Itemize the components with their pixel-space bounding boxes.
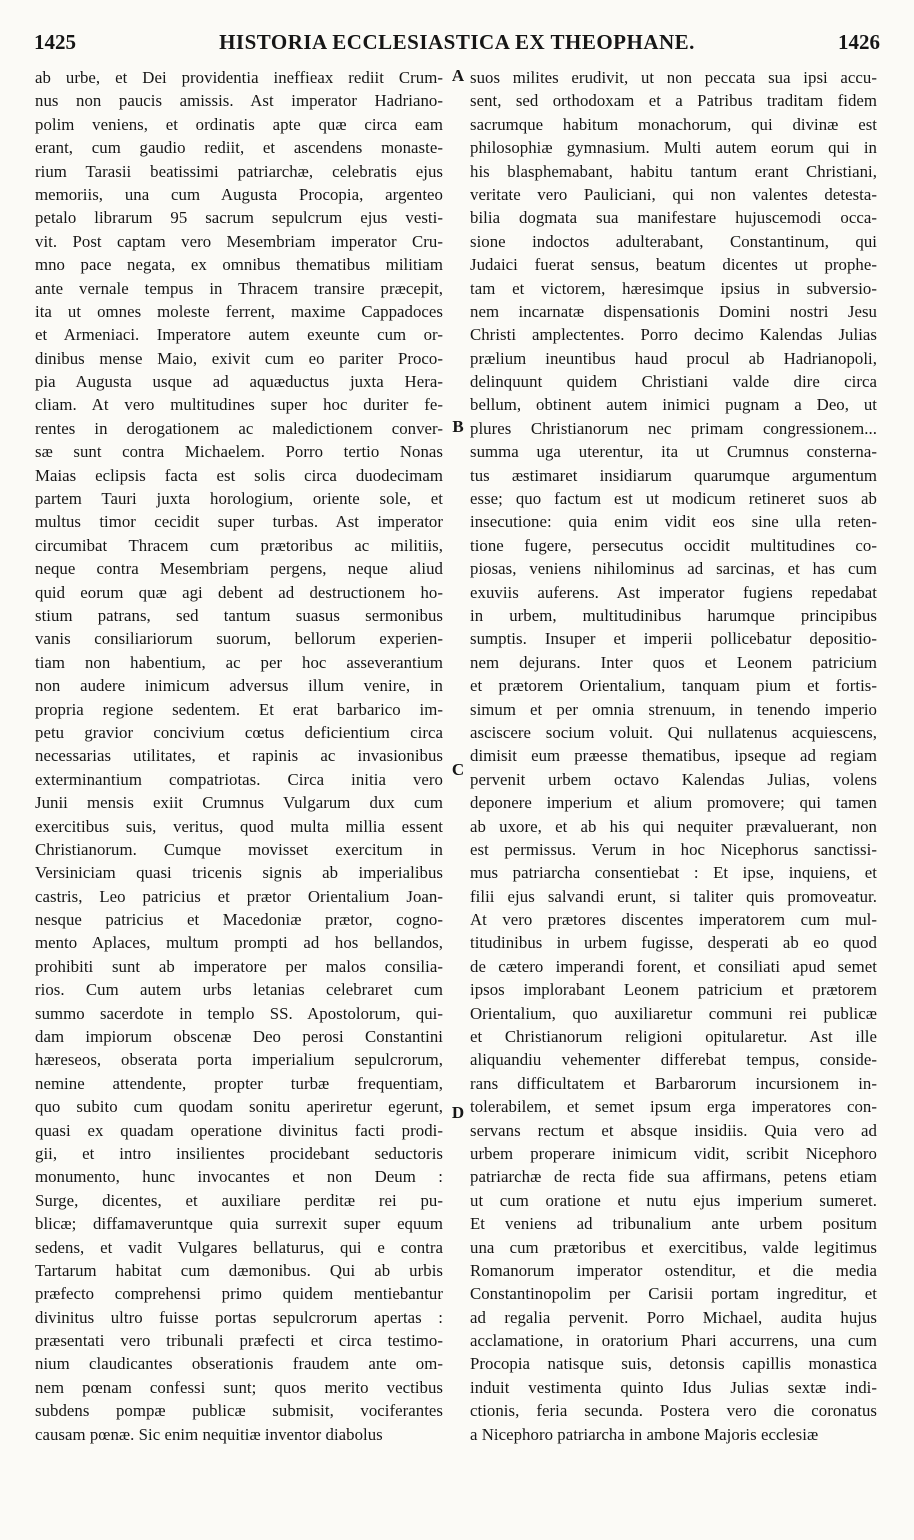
text-line: bellum, obtinent autem inimici pugnam a Deo, ut <box>470 395 877 415</box>
text-line: et Christianorum religioni opitularetur. Ast ille <box>470 1027 877 1047</box>
text-line: propria regione sedentem. Et erat barbarico im- <box>35 699 443 719</box>
text-line: his blasphemabant, habitu tantum erant Christiani, <box>470 161 877 181</box>
text-line: polim veniens, et ordinatis apte quæ circa eam <box>35 114 443 134</box>
margin-letter-a: A <box>451 66 465 85</box>
text-line: insecutione: quia enim vidit eos sine ulla reten- <box>470 512 877 532</box>
text-line: rans difficultatem et Barbarorum incursionem in- <box>470 1073 877 1093</box>
text-line: monumento, hunc invocantes et non Deum : <box>35 1167 443 1187</box>
text-line: delinquunt quidem Christiani valde dire circa <box>470 372 877 392</box>
text-line: pia Augusta usque ad aquæductus juxta Hera- <box>35 372 443 392</box>
text-line: exterminantium compatriotas. Circa initia vero <box>35 769 443 789</box>
left-page-number: 1425 <box>34 30 76 54</box>
text-line: hæreseos, obserata porta imperialium sepulcrorum, <box>35 1050 443 1070</box>
text-line: erant, cum gaudio rediit, et ascendens monaste- <box>35 138 443 158</box>
text-line: ab uxore, et ab his qui nequiter prævaluerant, non <box>470 816 877 836</box>
text-line: esse; quo factum est ut modicum retineret suos ab <box>470 489 877 509</box>
text-line: dinibus mense Maio, exivit cum eo pariter Proco- <box>35 348 443 368</box>
text-line: cliam. At vero multitudines super hoc duriter fe- <box>35 395 443 415</box>
text-line: veritate vero Pauliciani, qui non valentes detesta- <box>470 184 877 204</box>
text-line: Christianorum. Cumque movisset exercitum in <box>35 839 443 859</box>
text-line: nem pœnam confessi sunt; quos merito vectibus <box>35 1377 443 1397</box>
text-line: dimisit eum præesse thematibus, ipseque ad regiam <box>470 746 877 766</box>
text-line: nem incarnatæ dispensationis Domini nostri Jesu <box>470 301 877 321</box>
text-line: sæ sunt contra Michaelem. Porro tertio Nonas <box>35 442 443 462</box>
text-line: tus æstimaret insidiarum quarumque argumentum <box>470 465 877 485</box>
text-line: suos milites erudivit, ut non peccata sua ipsi accu- <box>470 68 877 87</box>
text-line: rium Tarasii beatissimi patriarchæ, celebratis ejus <box>35 161 443 181</box>
text-line: exercitibus suis, veritus, quod multa millia essent <box>35 816 443 836</box>
text-line: subdens pompæ publicæ submisit, vociferantes <box>35 1401 443 1421</box>
text-line: Romanorum imperator ostenditur, et die media <box>470 1260 877 1280</box>
text-line: titudinibus in urbem fugisse, desperati ab eo quod <box>470 933 877 953</box>
text-line: urbem properare inimicum vidit, scribit Nicephoro <box>470 1143 877 1163</box>
text-line: stium patrans, sed tantum suasus sermonibus <box>35 605 443 625</box>
text-line: quo subito cum quodam sonitu aperiretur egerunt, <box>35 1097 443 1117</box>
text-line: prohibiti sunt ab imperatore per malos consilia- <box>35 956 443 976</box>
text-line: vit. Post captam vero Mesembriam imperator Cru- <box>35 231 443 251</box>
text-line: Constantinopolim per Carisii portam ingreditur, et <box>470 1284 877 1304</box>
text-line: ut cum oratione et nutu ejus imperium sumeret. <box>470 1190 877 1210</box>
text-line: partem Tauri juxta horologium, oriente sole, et <box>35 489 443 509</box>
text-line: necessarias utilitates, et rapinis ac invasionibus <box>35 746 443 766</box>
text-line: mento Aplaces, multum prompti ad hos bellandos, <box>35 933 443 953</box>
text-line: Maias eclipsis facta est solis circa duodecimam <box>35 465 443 485</box>
text-line: rios. Cum autem urbs letanias celebraret cum <box>35 980 443 1000</box>
text-line: est permissus. Verum in hoc Nicephorus sanctissi- <box>470 839 877 859</box>
text-line: plures Christianorum nec primam congressionem... <box>470 418 877 438</box>
text-line: ita ut omnes moleste ferrent, maxime Cappadoces <box>35 301 443 321</box>
text-line: vanis consiliariorum suorum, bellorum experien- <box>35 629 443 649</box>
right-page-number: 1426 <box>838 30 880 54</box>
text-line: exuviis auferens. Ast imperator fugiens repedabat <box>470 582 877 602</box>
text-line: causam pœnæ. Sic enim nequitiæ inventor diabolus <box>35 1424 383 1444</box>
text-line: dam impiorum obscenæ Deo perosi Constantini <box>35 1027 443 1047</box>
text-line: Judaici fuerat sensus, beatum dicentes ut prophe- <box>470 255 877 275</box>
text-line: sedens, et vadit Vulgares bellaturus, qui e contra <box>35 1237 443 1257</box>
margin-letter-c: C <box>451 760 465 779</box>
text-line: summa uga uterentur, ita ut Crumnus consterna- <box>470 442 877 462</box>
text-line: filii ejus salvandi erunt, si taliter quis promoveatur. <box>470 886 877 906</box>
text-line: Surge, dicentes, et auxiliare perditæ rei pu- <box>35 1190 443 1210</box>
text-line: tiam non habentium, ac per hoc asseverantium <box>35 652 443 672</box>
text-line: Tartarum habitat cum dæmonibus. Qui ab urbis <box>35 1260 443 1280</box>
text-line: ipsos implorabant Leonem patricium et prætorem <box>470 980 877 1000</box>
text-line: tolerabilem, et semet ipsum erga imperatores con- <box>470 1097 877 1117</box>
text-line: neque contra Mesembriam pergens, neque aliud <box>35 559 443 579</box>
text-line: piosas, veniens nihilominus ad sarcinas, et has cum <box>470 559 877 579</box>
text-line: Procopia natisque suis, detonsis capillis monastica <box>470 1354 877 1374</box>
text-line: ctionis, feria secunda. Postera vero die coronatus <box>470 1401 877 1421</box>
text-line: sacrumque habitum monachorum, qui divinæ est <box>470 114 877 134</box>
text-line: petalo librarum 95 sacrum sepulcrum ejus vesti- <box>35 208 443 228</box>
margin-letter-d: D <box>451 1103 465 1122</box>
text-line: nus non paucis amissis. Ast imperator Hadriano- <box>35 91 443 111</box>
text-line: ad regalia pervenit. Porro Michael, audita hujus <box>470 1307 877 1327</box>
text-line: circumibat Thracem cum prætoribus ac militiis, <box>35 535 443 555</box>
text-line: una cum prætoribus et exercitibus, valde legitimus <box>470 1237 877 1257</box>
text-line: præsentati vero tribunali præfecti et circa testimo- <box>35 1331 443 1351</box>
text-line: in urbem, multitudinibus harumque principibus <box>470 605 877 625</box>
text-line: de cætero imperandi forent, et consiliati apud semet <box>470 956 877 976</box>
text-line: Et veniens ad tribunalium ante urbem positum <box>470 1214 877 1234</box>
text-line: memoriis, una cum Augusta Procopia, argenteo <box>35 184 443 204</box>
text-line: nemine attendente, propter turbæ frequentiam, <box>35 1073 443 1093</box>
text-line: bilia dogmata sua manifestare hujuscemodi occa- <box>470 208 877 228</box>
text-line: castris, Leo patricius et prætor Orientalium Joan- <box>35 886 443 906</box>
text-line: quasi ex quadam operatione divinitus facti prodi- <box>35 1120 443 1140</box>
text-line: et prætorem Orientalium, tanquam pium et fortis- <box>470 676 877 696</box>
text-line: Versiniciam quasi tricenis signis ab imperialibus <box>35 863 443 883</box>
text-line: rentes in derogationem ac maledictionem conver- <box>35 418 443 438</box>
text-line: Orientalium, quo auxiliaretur communi rei publicæ <box>470 1003 877 1023</box>
text-line: servans rectum et absque insidiis. Quia vero ad <box>470 1120 877 1140</box>
text-line: philosophiæ gymnasium. Multi autem eorum qui in <box>470 138 877 158</box>
text-line: gii, et intro insilientes procidebant seductoris <box>35 1143 443 1163</box>
text-line: petu gravior concivium cœtus deficientium circa <box>35 722 443 742</box>
text-line: tione fugere, persecutus occidit multitudines co- <box>470 535 877 555</box>
text-line: At vero prætores discentes imperatorem cum mul- <box>470 910 877 930</box>
text-line: acclamatione, in oratorium Phari accurrens, una cum <box>470 1331 877 1351</box>
text-line: non audere inimicum adversus illum venire, in <box>35 676 443 696</box>
text-line: induit vestimenta quinto Idus Julias sextæ indi- <box>470 1377 877 1397</box>
text-line: præfecto comprehensi primo quidem mentiebantur <box>35 1284 443 1304</box>
text-line: ante vernale tempus in Thracem transire præcepit, <box>35 278 443 298</box>
text-line: mus patriarcha consentiebat : Et ipse, inquiens, et <box>470 863 877 883</box>
text-line: prælium ineuntibus haud procul ab Hadrianopoli, <box>470 348 877 368</box>
text-line: nium claudicantes obserationis fraudem ante om- <box>35 1354 443 1374</box>
text-line: nesque patricius et Macedoniæ prætor, cogno- <box>35 910 443 930</box>
running-title: HISTORIA ECCLESIASTICA EX THEOPHANE. <box>219 30 695 54</box>
text-line: summo sacerdote in templo SS. Apostolorum, qui- <box>35 1003 443 1023</box>
text-line: simum et per omnia strenuum, in tenendo imperio <box>470 699 877 719</box>
text-line: mno pace negata, ex omnibus thematibus militiam <box>35 255 443 275</box>
text-line: tam et victorem, hæresimque ipsius in subversio- <box>470 278 877 298</box>
page-header <box>34 30 880 62</box>
text-line: asciscere socium voluit. Qui nullatenus acquiescens, <box>470 722 877 742</box>
right-text-column <box>470 66 877 1532</box>
text-line: a Nicephoro patriarcha in ambone Majoris ecclesiæ <box>470 1424 819 1444</box>
text-line: sumptis. Insuper et imperii pollicebatur depositio- <box>470 629 877 649</box>
text-line: divinitus ultro fuisse portas sepulcrorum apertas : <box>35 1307 443 1327</box>
text-line: blicæ; diffamaveruntque quia surrexit super equum <box>35 1214 443 1234</box>
text-line: patriarchæ de recta fide sua affirmans, petens etiam <box>470 1167 877 1187</box>
text-line: et Armeniaci. Imperatore autem exeunte cum or- <box>35 325 443 345</box>
text-line: sent, sed orthodoxam et a Patribus traditam fidem <box>470 91 877 111</box>
text-line: quid eorum quæ agi debent ad destructionem ho- <box>35 582 443 602</box>
text-line: sione indoctos adulterabant, Constantinum, qui <box>470 231 877 251</box>
text-line: Junii mensis exiit Crumnus Vulgarum dux cum <box>35 793 443 813</box>
text-line: ab urbe, et Dei providentia ineffieax rediit Crum- <box>35 68 443 87</box>
margin-letter-b: B <box>452 417 464 436</box>
text-line: nem dejurans. Inter quos et Leonem patricium <box>470 652 877 672</box>
left-text-column <box>35 66 443 1532</box>
text-line: aliquandiu vehementer differebat tempus, conside- <box>470 1050 877 1070</box>
text-line: deponere imperium et alium promovere; qui tamen <box>470 793 877 813</box>
text-line: pervenit urbem octavo Kalendas Julias, volens <box>470 769 877 789</box>
text-line: multus timor cecidit super turbas. Ast imperator <box>35 512 443 532</box>
text-line: Christi amplectentes. Porro decimo Kalendas Julias <box>470 325 877 345</box>
